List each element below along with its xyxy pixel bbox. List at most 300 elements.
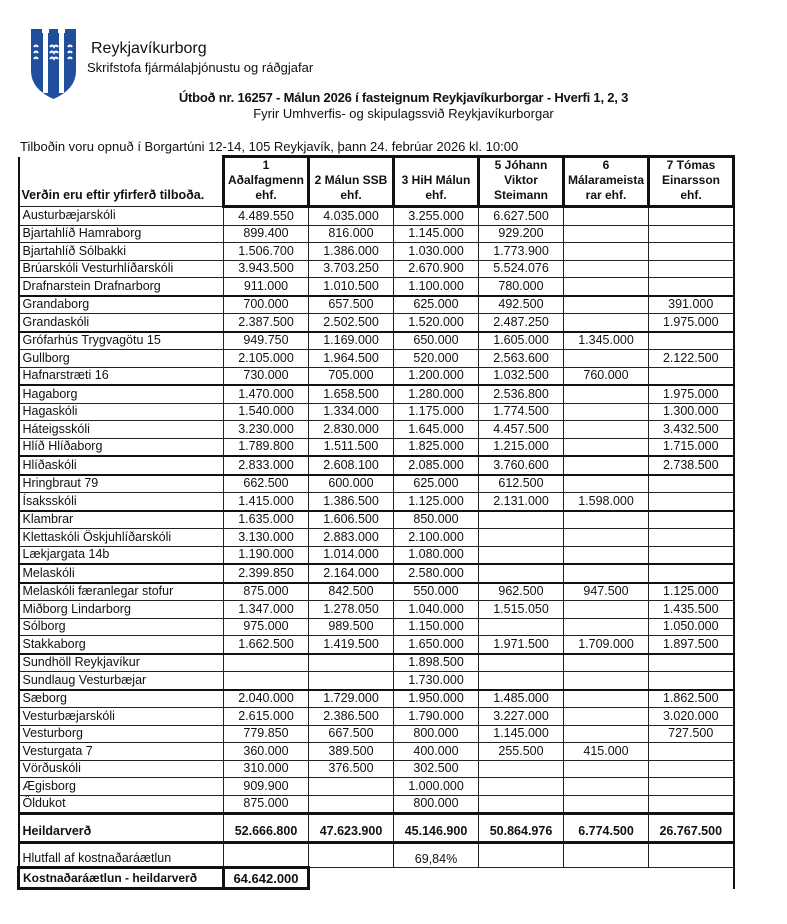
bid-value (649, 260, 734, 278)
bid-value: 1.100.000 (394, 278, 479, 296)
org-department: Skrifstofa fjármálaþjónustu og ráðgjafar (87, 60, 314, 75)
location-name: Sólborg (19, 618, 224, 636)
bid-value: 1.145.000 (479, 725, 564, 743)
bid-value: 962.500 (479, 583, 564, 601)
bid-value: 2.040.000 (224, 690, 309, 708)
bid-value (649, 475, 734, 493)
table-row (19, 672, 734, 690)
estimate-value: 64.642.000 (224, 868, 309, 889)
bid-value: 800.000 (394, 725, 479, 743)
bid-value: 2.131.000 (479, 493, 564, 511)
bid-value: 1.645.000 (394, 421, 479, 439)
bid-value (564, 529, 649, 547)
bid-value: 1.030.000 (394, 243, 479, 261)
bid-value: 1.511.500 (309, 438, 394, 456)
bid-value: 780.000 (479, 278, 564, 296)
estimate-row (19, 868, 734, 889)
bid-value: 1.898.500 (394, 654, 479, 672)
location-name: Vesturgata 7 (19, 743, 224, 761)
location-name: Brúarskóli Vesturhlíðarskóli (19, 260, 224, 278)
bid-value: 875.000 (224, 583, 309, 601)
location-name: Sundhöll Reykjavíkur (19, 654, 224, 672)
bid-value: 2.580.000 (394, 564, 479, 583)
table-row (19, 511, 734, 529)
bid-value: 800.000 (394, 795, 479, 814)
bid-value (564, 350, 649, 368)
bid-value (649, 493, 734, 511)
location-name: Vesturborg (19, 725, 224, 743)
bid-value (564, 795, 649, 814)
ratio-value (564, 843, 649, 868)
table-row (19, 421, 734, 439)
bid-value: 2.670.900 (394, 260, 479, 278)
bid-value: 1.825.000 (394, 438, 479, 456)
bid-value: 492.500 (479, 296, 564, 314)
bid-value: 1.730.000 (394, 672, 479, 690)
bid-value: 310.000 (224, 760, 309, 778)
table-row (19, 583, 734, 601)
bid-value: 875.000 (224, 795, 309, 814)
bid-value: 657.500 (309, 296, 394, 314)
bid-value: 1.050.000 (649, 618, 734, 636)
location-name: Drafnarstein Drafnarborg (19, 278, 224, 296)
bid-value (479, 778, 564, 796)
bid-value (479, 546, 564, 564)
org-name: Reykjavíkurborg (91, 40, 207, 57)
bidder-header: 1 Aðalfagmenn ehf. (224, 157, 309, 207)
bid-value (479, 795, 564, 814)
table-row (19, 350, 734, 368)
bid-value: 1.971.500 (479, 636, 564, 654)
opening-info: Tilboðin voru opnuð í Borgartúni 12-14, 105 Reykjavík, þann 24. febrúar 2026 kl. 10:00 (20, 139, 519, 154)
bid-value: 727.500 (649, 725, 734, 743)
bid-value (564, 403, 649, 421)
bid-value (309, 672, 394, 690)
table-row (19, 564, 734, 583)
bid-value: 2.105.000 (224, 350, 309, 368)
document-title: Útboð nr. 16257 - Málun 2026 í fasteignum Reykjavíkurborgar - Hverfi 1, 2, 3 (178, 90, 629, 105)
bid-value: 2.100.000 (394, 529, 479, 547)
bid-value (564, 207, 649, 226)
location-name: Grófarhús Trygvagötu 15 (19, 332, 224, 350)
bid-value (564, 564, 649, 583)
bid-value (564, 725, 649, 743)
bid-value: 2.487.250 (479, 314, 564, 332)
bid-value: 2.883.000 (309, 529, 394, 547)
table-row (19, 636, 734, 654)
bid-value (649, 743, 734, 761)
bid-value: 612.500 (479, 475, 564, 493)
bidder-header-row (19, 157, 734, 207)
bid-value: 625.000 (394, 475, 479, 493)
table-row (19, 260, 734, 278)
bid-value: 4.035.000 (309, 207, 394, 226)
bid-value: 4.489.550 (224, 207, 309, 226)
table-row (19, 529, 734, 547)
total-value: 47.623.900 (309, 814, 394, 843)
table-row (19, 795, 734, 814)
bid-value: 662.500 (224, 475, 309, 493)
bid-value: 400.000 (394, 743, 479, 761)
table-row (19, 314, 734, 332)
bid-value: 2.608.100 (309, 456, 394, 475)
table-row (19, 332, 734, 350)
bid-value: 3.760.600 (479, 456, 564, 475)
bid-value: 1.729.000 (309, 690, 394, 708)
bid-value: 1.964.500 (309, 350, 394, 368)
bid-value (564, 672, 649, 690)
bid-value: 1.190.000 (224, 546, 309, 564)
location-name: Klambrar (19, 511, 224, 529)
location-name: Melaskóli (19, 564, 224, 583)
bid-value: 1.598.000 (564, 493, 649, 511)
bid-value: 1.789.800 (224, 438, 309, 456)
bid-value (479, 672, 564, 690)
bid-value (479, 618, 564, 636)
bid-value: 1.032.500 (479, 367, 564, 385)
ratio-row (19, 843, 734, 868)
bid-value: 1.658.500 (309, 385, 394, 403)
bid-value: 360.000 (224, 743, 309, 761)
bid-value: 1.080.000 (394, 546, 479, 564)
bid-value (564, 456, 649, 475)
bid-value: 1.347.000 (224, 601, 309, 619)
table-row (19, 475, 734, 493)
bid-value: 1.715.000 (649, 438, 734, 456)
bid-value: 1.485.000 (479, 690, 564, 708)
bid-value: 2.085.000 (394, 456, 479, 475)
location-name: Hlíðaskóli (19, 456, 224, 475)
table-row (19, 708, 734, 726)
total-value: 50.864.976 (479, 814, 564, 843)
bid-value: 3.130.000 (224, 529, 309, 547)
bid-value (649, 207, 734, 226)
table-row (19, 278, 734, 296)
table-row (19, 438, 734, 456)
bid-value: 1.014.000 (309, 546, 394, 564)
bid-value (649, 243, 734, 261)
total-value: 52.666.800 (224, 814, 309, 843)
bid-value: 1.386.000 (309, 243, 394, 261)
location-name: Hringbraut 79 (19, 475, 224, 493)
corner-label: Verðin eru eftir yfirferð tilboða. (19, 157, 224, 207)
bid-value (564, 618, 649, 636)
bid-value: 3.227.000 (479, 708, 564, 726)
table-row (19, 385, 734, 403)
bid-value: 1.790.000 (394, 708, 479, 726)
bid-value: 1.386.500 (309, 493, 394, 511)
bid-value: 1.200.000 (394, 367, 479, 385)
table-row (19, 618, 734, 636)
bid-value: 1.470.000 (224, 385, 309, 403)
bid-value: 911.000 (224, 278, 309, 296)
bid-value: 4.457.500 (479, 421, 564, 439)
location-name: Ísaksskóli (19, 493, 224, 511)
bid-value: 899.400 (224, 225, 309, 243)
bid-value (564, 243, 649, 261)
bid-value (649, 564, 734, 583)
bid-value: 415.000 (564, 743, 649, 761)
location-name: Hagaborg (19, 385, 224, 403)
bid-value: 975.000 (224, 618, 309, 636)
bid-value: 1.175.000 (394, 403, 479, 421)
bid-value: 600.000 (309, 475, 394, 493)
bid-value (564, 778, 649, 796)
bid-value: 1.650.000 (394, 636, 479, 654)
bid-value (309, 795, 394, 814)
bid-value: 302.500 (394, 760, 479, 778)
bid-value: 5.524.076 (479, 260, 564, 278)
bid-value: 1.435.500 (649, 601, 734, 619)
bid-value: 1.125.000 (394, 493, 479, 511)
bidder-header: 6 Málarameista rar ehf. (564, 157, 649, 207)
table-row (19, 778, 734, 796)
bid-value (564, 278, 649, 296)
bid-value (649, 760, 734, 778)
location-name: Miðborg Lindarborg (19, 601, 224, 619)
bid-value (564, 546, 649, 564)
bid-value: 2.387.500 (224, 314, 309, 332)
bid-value (564, 260, 649, 278)
location-name: Austurbæjarskóli (19, 207, 224, 226)
bid-value: 1.506.700 (224, 243, 309, 261)
bid-value: 2.386.500 (309, 708, 394, 726)
location-name: Öldukot (19, 795, 224, 814)
table-row (19, 367, 734, 385)
location-name: Hafnarstræti 16 (19, 367, 224, 385)
bid-value: 850.000 (394, 511, 479, 529)
table-row (19, 207, 734, 226)
bid-value (649, 278, 734, 296)
bid-value (564, 511, 649, 529)
bid-value: 1.897.500 (649, 636, 734, 654)
bid-value (649, 546, 734, 564)
bidder-header: 5 Jóhann Viktor Steimann (479, 157, 564, 207)
bid-value: 391.000 (649, 296, 734, 314)
bid-value: 667.500 (309, 725, 394, 743)
ratio-label: Hlutfall af kostnaðaráætlun (19, 843, 224, 868)
bid-value (564, 314, 649, 332)
location-name: Sæborg (19, 690, 224, 708)
bid-value: 1.975.000 (649, 385, 734, 403)
location-name: Stakkaborg (19, 636, 224, 654)
bid-value: 1.000.000 (394, 778, 479, 796)
total-label: Heildarverð (19, 814, 224, 843)
bid-value: 1.862.500 (649, 690, 734, 708)
bid-value: 1.145.000 (394, 225, 479, 243)
bid-value: 2.833.000 (224, 456, 309, 475)
table-row (19, 493, 734, 511)
bid-value: 550.000 (394, 583, 479, 601)
bid-value: 2.615.000 (224, 708, 309, 726)
table-row (19, 546, 734, 564)
bid-value: 1.300.000 (649, 403, 734, 421)
bid-value: 255.500 (479, 743, 564, 761)
bid-value (564, 438, 649, 456)
table-row (19, 403, 734, 421)
bid-value (479, 760, 564, 778)
bid-value (649, 654, 734, 672)
bid-value (479, 564, 564, 583)
table-row (19, 743, 734, 761)
bid-value: 1.415.000 (224, 493, 309, 511)
bid-value: 1.515.050 (479, 601, 564, 619)
bid-value (224, 654, 309, 672)
location-name: Háteigsskóli (19, 421, 224, 439)
bid-value: 2.563.600 (479, 350, 564, 368)
bid-value (564, 708, 649, 726)
bid-value: 2.502.500 (309, 314, 394, 332)
bidder-header: 2 Málun SSB ehf. (309, 157, 394, 207)
bid-value (649, 225, 734, 243)
bid-value: 3.255.000 (394, 207, 479, 226)
bid-value: 3.230.000 (224, 421, 309, 439)
bidder-header: 7 Tómas Einarsson ehf. (649, 157, 734, 207)
table-row (19, 760, 734, 778)
bid-value: 1.773.900 (479, 243, 564, 261)
bids-table (17, 155, 735, 890)
bid-value (649, 511, 734, 529)
location-name: Bjartahlíð Hamraborg (19, 225, 224, 243)
table-row (19, 725, 734, 743)
bid-value (564, 760, 649, 778)
bid-value (649, 672, 734, 690)
bid-value (224, 672, 309, 690)
bid-value (479, 511, 564, 529)
estimate-label: Kostnaðaráætlun - heildarverð (19, 868, 224, 889)
ratio-value: 69,84% (394, 843, 479, 868)
table-row (19, 654, 734, 672)
table-row (19, 243, 734, 261)
bid-value: 3.703.250 (309, 260, 394, 278)
bid-value: 2.399.850 (224, 564, 309, 583)
table-row (19, 601, 734, 619)
total-value: 6.774.500 (564, 814, 649, 843)
bid-value: 3.943.500 (224, 260, 309, 278)
bid-value (564, 654, 649, 672)
bid-value: 625.000 (394, 296, 479, 314)
bid-value: 389.500 (309, 743, 394, 761)
document-subtitle: Fyrir Umhverfis- og skipulagssvið Reykjavíkurborgar (253, 106, 554, 121)
table-row (19, 225, 734, 243)
bid-value (564, 385, 649, 403)
bid-value: 1.345.000 (564, 332, 649, 350)
bid-value (564, 601, 649, 619)
bid-value: 6.627.500 (479, 207, 564, 226)
bid-value (649, 367, 734, 385)
bid-value: 1.606.500 (309, 511, 394, 529)
bid-value: 1.605.000 (479, 332, 564, 350)
bid-value (564, 690, 649, 708)
location-name: Hlíð Hlíðaborg (19, 438, 224, 456)
bid-value: 376.500 (309, 760, 394, 778)
ratio-value (649, 843, 734, 868)
location-name: Ægisborg (19, 778, 224, 796)
bid-value: 779.850 (224, 725, 309, 743)
bid-value: 3.020.000 (649, 708, 734, 726)
bid-value: 1.540.000 (224, 403, 309, 421)
bid-value: 700.000 (224, 296, 309, 314)
location-name: Grandaskóli (19, 314, 224, 332)
bid-value: 1.975.000 (649, 314, 734, 332)
bid-value (479, 654, 564, 672)
location-name: Vörðuskóli (19, 760, 224, 778)
location-name: Melaskóli færanlegar stofur (19, 583, 224, 601)
location-name: Sundlaug Vesturbæjar (19, 672, 224, 690)
total-row (19, 814, 734, 843)
bid-value (649, 795, 734, 814)
bid-value: 1.280.000 (394, 385, 479, 403)
bid-value: 705.000 (309, 367, 394, 385)
bid-value (479, 529, 564, 547)
bid-value (564, 475, 649, 493)
bid-value: 929.200 (479, 225, 564, 243)
bid-value: 2.830.000 (309, 421, 394, 439)
bid-value: 2.738.500 (649, 456, 734, 475)
bid-value (649, 332, 734, 350)
bid-value: 1.169.000 (309, 332, 394, 350)
total-value: 45.146.900 (394, 814, 479, 843)
bidder-header: 3 HiH Málun ehf. (394, 157, 479, 207)
reykjavik-coat-of-arms-icon (31, 29, 76, 99)
ratio-value (309, 843, 394, 868)
bid-value: 1.635.000 (224, 511, 309, 529)
bid-value: 3.432.500 (649, 421, 734, 439)
bid-value: 1.774.500 (479, 403, 564, 421)
blank-cell (309, 868, 734, 889)
bid-value: 2.164.000 (309, 564, 394, 583)
bid-value: 1.278.050 (309, 601, 394, 619)
bid-value: 949.750 (224, 332, 309, 350)
bid-value: 1.950.000 (394, 690, 479, 708)
bid-value: 520.000 (394, 350, 479, 368)
bid-value (564, 225, 649, 243)
bid-value (309, 778, 394, 796)
bid-value: 1.150.000 (394, 618, 479, 636)
bids-rows (19, 207, 734, 814)
bid-value: 1.215.000 (479, 438, 564, 456)
bid-value: 1.709.000 (564, 636, 649, 654)
ratio-value (224, 843, 309, 868)
bid-value (564, 421, 649, 439)
bid-value: 1.662.500 (224, 636, 309, 654)
bid-value: 1.125.000 (649, 583, 734, 601)
bid-value: 760.000 (564, 367, 649, 385)
bid-value (649, 529, 734, 547)
bid-value: 989.500 (309, 618, 394, 636)
location-name: Gullborg (19, 350, 224, 368)
bid-value: 909.900 (224, 778, 309, 796)
bid-value: 1.334.000 (309, 403, 394, 421)
bid-value: 2.122.500 (649, 350, 734, 368)
location-name: Klettaskóli Öskjuhlíðarskóli (19, 529, 224, 547)
bid-value: 947.500 (564, 583, 649, 601)
table-row (19, 296, 734, 314)
bid-value: 1.040.000 (394, 601, 479, 619)
location-name: Vesturbæjarskóli (19, 708, 224, 726)
location-name: Bjartahlíð Sólbakki (19, 243, 224, 261)
location-name: Hagaskóli (19, 403, 224, 421)
location-name: Grandaborg (19, 296, 224, 314)
ratio-value (479, 843, 564, 868)
bid-value: 1.010.500 (309, 278, 394, 296)
location-name: Lækjargata 14b (19, 546, 224, 564)
bid-value: 842.500 (309, 583, 394, 601)
bid-value (309, 654, 394, 672)
table-row (19, 690, 734, 708)
bid-value (564, 296, 649, 314)
table-row (19, 456, 734, 475)
